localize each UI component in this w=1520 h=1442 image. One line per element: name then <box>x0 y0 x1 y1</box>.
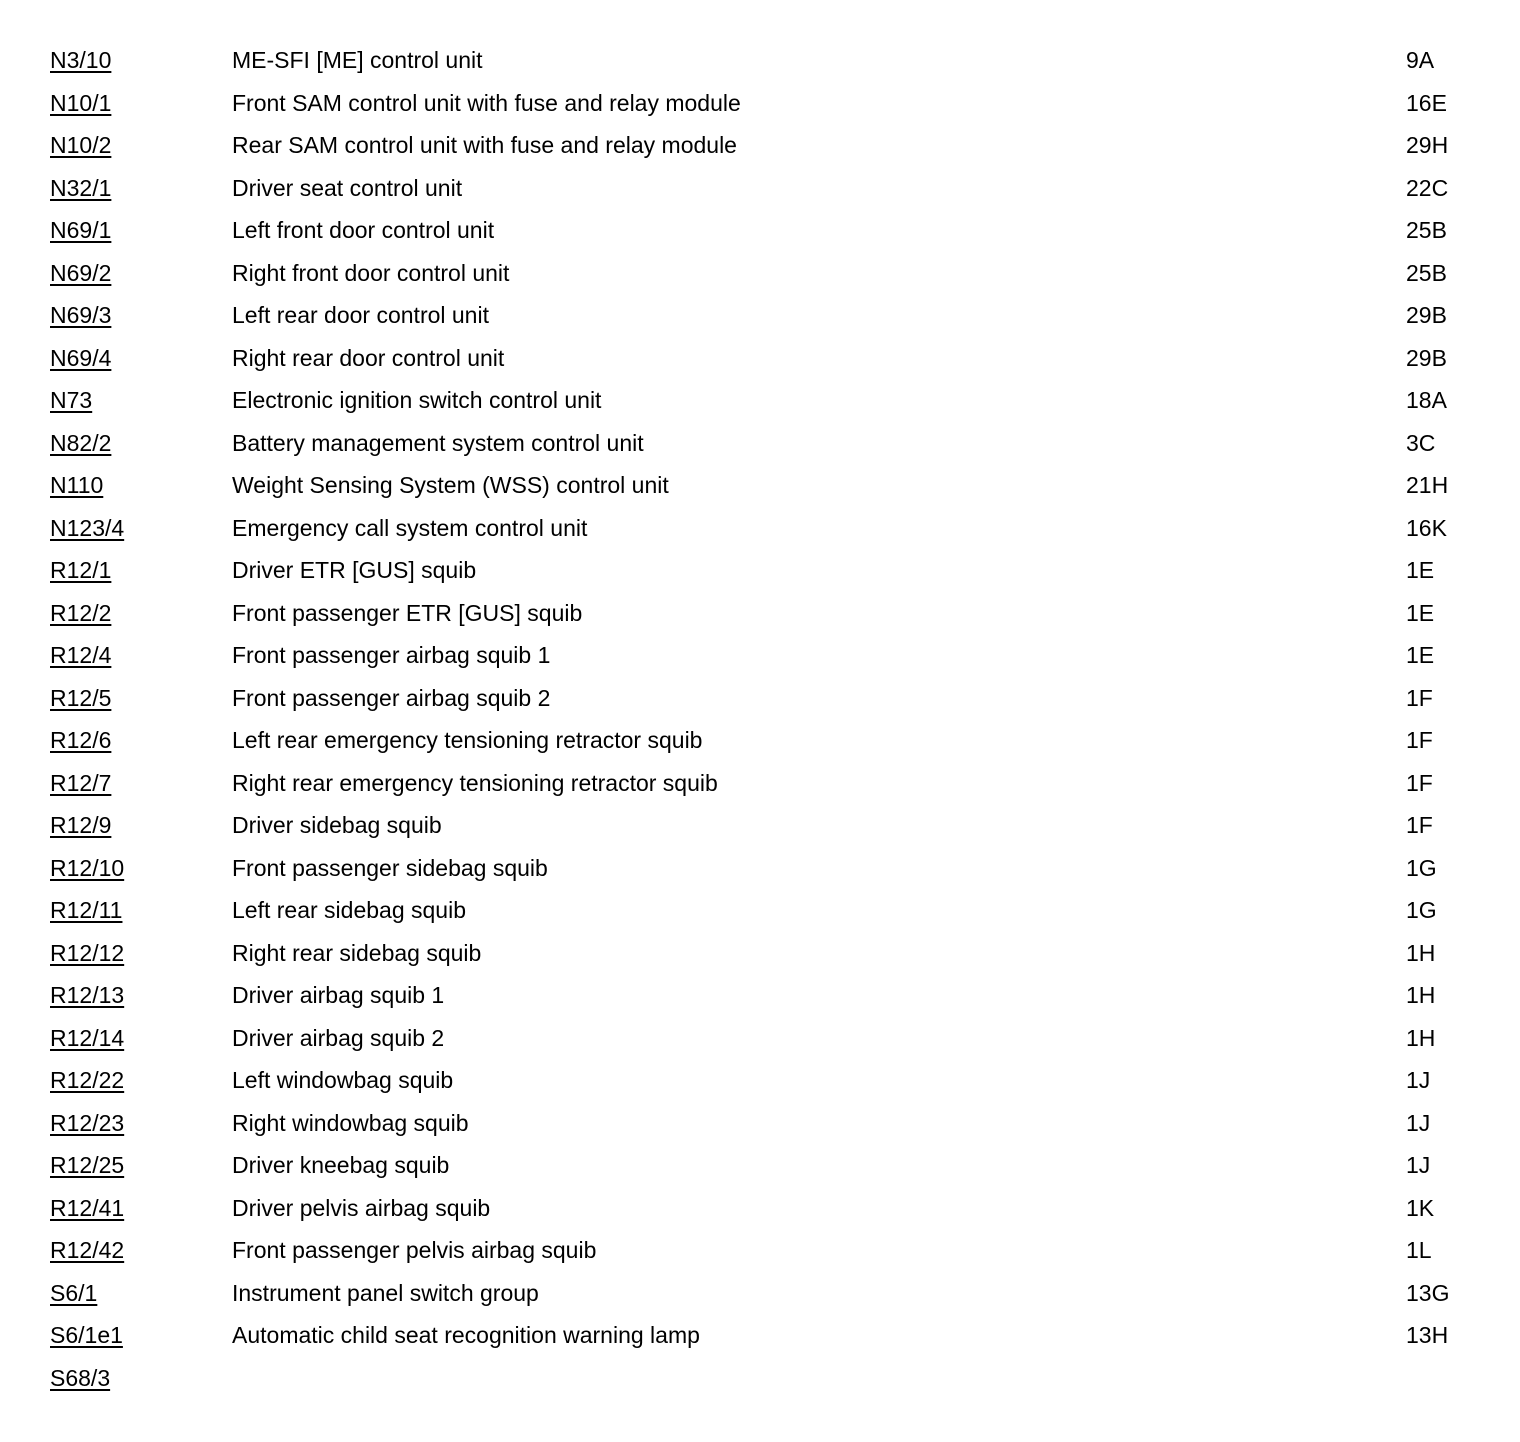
component-code-link[interactable]: R12/12 <box>50 939 125 966</box>
list-item <box>50 1059 1470 1102</box>
component-location: 16K <box>1406 514 1447 541</box>
component-description: Right rear sidebag squib <box>232 939 482 966</box>
component-description: Front passenger ETR [GUS] squib <box>232 599 583 626</box>
list-item <box>50 464 1470 507</box>
component-description: ME-SFI [ME] control unit <box>232 47 483 73</box>
list-item <box>50 39 1470 82</box>
component-location: 25B <box>1406 217 1447 243</box>
component-location: 1H <box>1406 939 1436 966</box>
list-item <box>50 1102 1470 1145</box>
list-item <box>50 82 1470 125</box>
list-item <box>50 762 1470 805</box>
list-item <box>50 252 1470 295</box>
component-description: Front SAM control unit with fuse and relay module <box>232 89 741 116</box>
component-code-link[interactable]: R12/4 <box>50 642 112 668</box>
component-description: Right rear door control unit <box>232 344 505 371</box>
list-item <box>50 974 1470 1017</box>
component-location: 13H <box>1406 1322 1449 1348</box>
list-item <box>50 337 1470 380</box>
component-location: 1F <box>1406 727 1433 753</box>
component-location: 1J <box>1406 1152 1431 1178</box>
list-item <box>50 1357 1470 1400</box>
component-description: Driver kneebag squib <box>232 1152 450 1178</box>
list-item <box>50 804 1470 847</box>
component-location: 29B <box>1406 344 1447 371</box>
component-description: Rear SAM control unit with fuse and relay module <box>232 132 737 158</box>
list-item <box>50 1314 1470 1357</box>
list-item <box>50 592 1470 635</box>
component-description: Battery management system control unit <box>232 429 644 456</box>
component-location: 1G <box>1406 897 1437 923</box>
component-location: 1L <box>1406 1237 1432 1263</box>
list-item <box>50 1272 1470 1315</box>
component-code-link[interactable]: N3/10 <box>50 47 112 73</box>
list-item <box>50 124 1470 167</box>
list-item <box>50 209 1470 252</box>
component-description: Right rear emergency tensioning retractor squib <box>232 769 718 796</box>
component-description: Left rear sidebag squib <box>232 897 466 923</box>
component-code-link[interactable]: R12/10 <box>50 854 125 881</box>
component-location: 1F <box>1406 769 1433 796</box>
list-item <box>50 1229 1470 1272</box>
component-location: 1F <box>1406 812 1433 838</box>
component-code-link[interactable]: N69/3 <box>50 302 112 328</box>
list-item <box>50 677 1470 720</box>
component-description: Right front door control unit <box>232 259 510 286</box>
component-code-link[interactable]: N110 <box>50 472 104 498</box>
component-description: Driver pelvis airbag squib <box>232 1194 491 1221</box>
component-code-link[interactable]: N10/2 <box>50 132 112 158</box>
component-description: Left front door control unit <box>232 217 495 243</box>
component-code-link[interactable]: R12/9 <box>50 812 112 838</box>
component-code-link[interactable]: N69/1 <box>50 217 112 243</box>
component-description: Left windowbag squib <box>232 1067 454 1093</box>
component-location: 25B <box>1406 259 1447 286</box>
component-description: Left rear emergency tensioning retractor squib <box>232 727 703 753</box>
component-code-link[interactable]: S6/1e1 <box>50 1322 123 1348</box>
component-location: 1E <box>1406 642 1435 668</box>
component-location: 1E <box>1406 599 1435 626</box>
component-code-link[interactable]: R12/13 <box>50 982 125 1008</box>
component-description: Driver airbag squib 1 <box>232 982 445 1008</box>
component-code-link[interactable]: R12/14 <box>50 1024 125 1051</box>
component-code-link[interactable]: R12/42 <box>50 1237 125 1263</box>
component-location: 1F <box>1406 684 1433 711</box>
list-item <box>50 507 1470 550</box>
list-item <box>50 889 1470 932</box>
component-description: Driver seat control unit <box>232 174 463 201</box>
component-description: Front passenger airbag squib 1 <box>232 642 551 668</box>
component-list <box>50 39 1470 1399</box>
component-location: 1J <box>1406 1109 1431 1136</box>
component-location: 9A <box>1406 47 1435 73</box>
component-code-link[interactable]: R12/41 <box>50 1194 125 1221</box>
component-code-link[interactable]: N73 <box>50 387 93 413</box>
component-code-link[interactable]: R12/11 <box>50 897 123 923</box>
component-location: 16E <box>1406 89 1447 116</box>
component-code-link[interactable]: R12/7 <box>50 769 112 796</box>
component-code-link[interactable]: R12/5 <box>50 684 112 711</box>
list-item <box>50 294 1470 337</box>
component-location: 13G <box>1406 1279 1450 1306</box>
component-description: Front passenger pelvis airbag squib <box>232 1237 597 1263</box>
component-code-link[interactable]: N123/4 <box>50 514 125 541</box>
list-item <box>50 1017 1470 1060</box>
component-description: Driver airbag squib 2 <box>232 1024 445 1051</box>
component-location: 1J <box>1406 1067 1431 1093</box>
component-code-link[interactable]: N69/2 <box>50 259 112 286</box>
component-code-link[interactable]: R12/22 <box>50 1067 125 1093</box>
component-location: 29H <box>1406 132 1449 158</box>
component-description: Driver ETR [GUS] squib <box>232 557 477 583</box>
component-code-link[interactable]: N82/2 <box>50 429 112 456</box>
component-location: 22C <box>1406 174 1449 201</box>
component-location: 3C <box>1406 429 1436 456</box>
component-description: Front passenger sidebag squib <box>232 854 548 881</box>
component-location: 29B <box>1406 302 1447 328</box>
component-description: Electronic ignition switch control unit <box>232 387 602 413</box>
component-description: Automatic child seat recognition warning lamp <box>232 1322 700 1348</box>
component-code-link[interactable]: R12/1 <box>50 557 112 583</box>
component-location: 18A <box>1406 387 1447 413</box>
component-description: Right windowbag squib <box>232 1109 469 1136</box>
list-item <box>50 379 1470 422</box>
component-description: Weight Sensing System (WSS) control unit <box>232 472 669 498</box>
component-location: 1H <box>1406 982 1436 1008</box>
list-item <box>50 1144 1470 1187</box>
list-item <box>50 634 1470 677</box>
list-item <box>50 549 1470 592</box>
component-description: Driver sidebag squib <box>232 812 442 838</box>
component-description: Left rear door control unit <box>232 302 489 328</box>
component-description: Emergency call system control unit <box>232 514 588 541</box>
component-code-link[interactable]: N69/4 <box>50 344 112 371</box>
list-item <box>50 167 1470 210</box>
component-location: 1K <box>1406 1194 1435 1221</box>
list-item <box>50 847 1470 890</box>
component-code-link[interactable]: N32/1 <box>50 174 112 201</box>
list-item <box>50 719 1470 762</box>
component-location: 1G <box>1406 854 1437 881</box>
list-item <box>50 932 1470 975</box>
component-code-link[interactable]: R12/25 <box>50 1152 125 1178</box>
component-code-link[interactable]: R12/6 <box>50 727 112 753</box>
list-item <box>50 1187 1470 1230</box>
component-location: 1H <box>1406 1024 1436 1051</box>
component-description: Instrument panel switch group <box>232 1279 539 1306</box>
component-code-link[interactable]: R12/2 <box>50 599 112 626</box>
component-location: 1E <box>1406 557 1435 583</box>
component-description: Front passenger airbag squib 2 <box>232 684 551 711</box>
component-code-link[interactable]: S6/1 <box>50 1279 98 1306</box>
list-item <box>50 422 1470 465</box>
component-code-link[interactable]: S68/3 <box>50 1364 111 1391</box>
component-code-link[interactable]: R12/23 <box>50 1109 125 1136</box>
component-location: 21H <box>1406 472 1449 498</box>
component-code-link[interactable]: N10/1 <box>50 89 112 116</box>
